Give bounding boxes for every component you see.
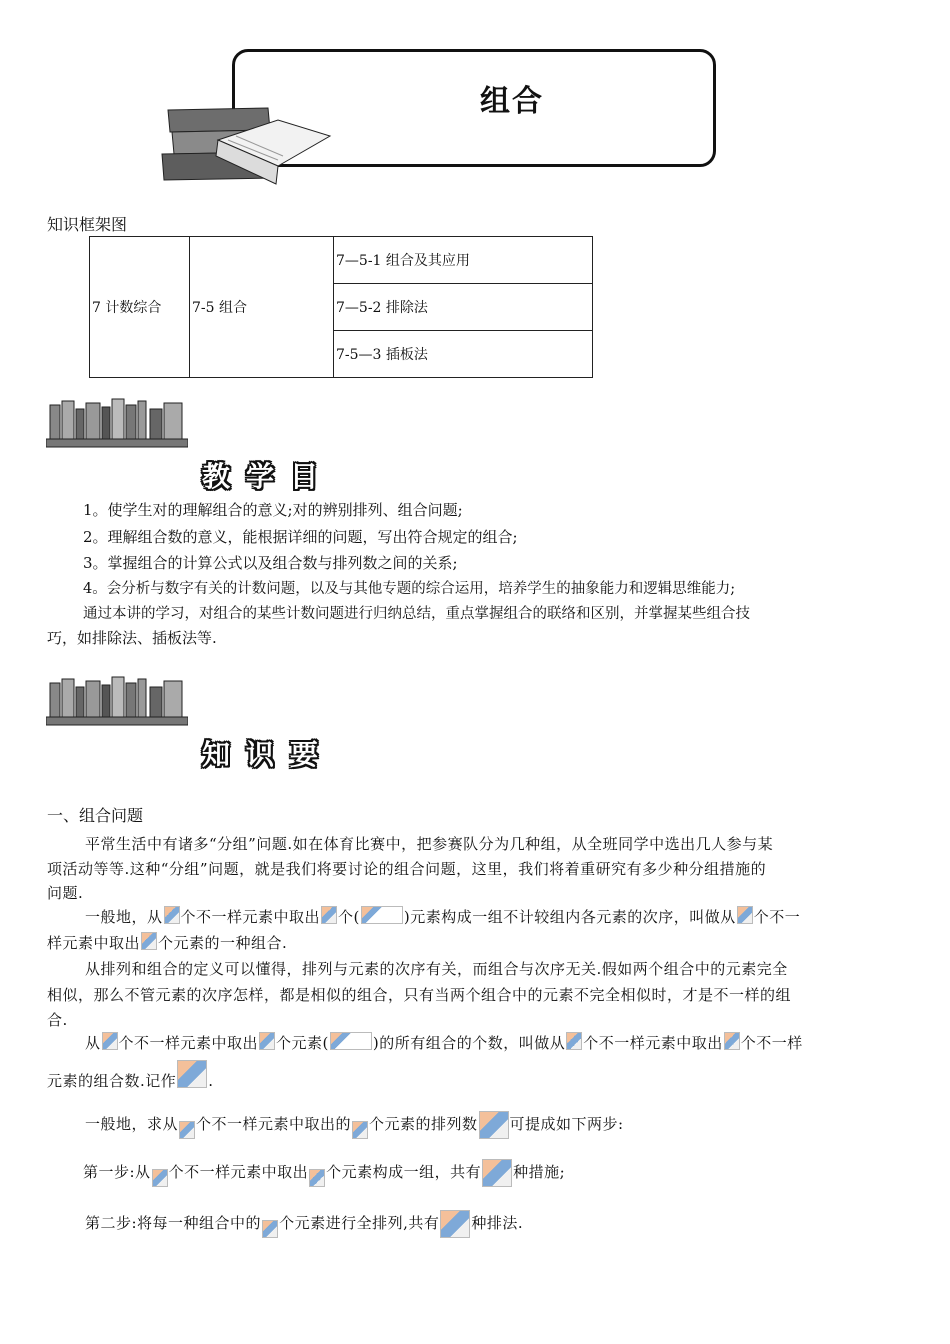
books-illustration [158, 100, 338, 190]
framework-row-1: 7—5-1 组合及其应用 [334, 237, 593, 284]
paragraph-1-line2: 项活动等等.这种“分组”问题，就是我们将要讨论的组合问题，这里，我们将着重研究有多少种分组措施的 [47, 860, 767, 878]
formula-image [440, 1210, 470, 1238]
formula-image [152, 1169, 168, 1187]
goal-summary-line2: 巧，如排除法、插板法等. [47, 629, 217, 647]
framework-label: 知识框架图 [47, 215, 128, 234]
formula-image [259, 1032, 275, 1050]
paragraph-4-line1: 从 个不一样元素中取出 个元素( )的所有组合的个数，叫做从 个不一样元素中取出 个不一样 [85, 1034, 803, 1052]
bookshelf-icon [46, 395, 188, 449]
formula-image [566, 1032, 582, 1050]
goal-summary-line1: 通过本讲的学习，对组合的某些计数问题进行归纳总结，重点掌握组合的联络和区别，并掌握某些组合技 [83, 606, 750, 622]
framework-col1: 7 计数综合 [90, 237, 190, 378]
paragraph-3-line3: 合. [47, 1011, 68, 1029]
formula-image [102, 1032, 118, 1050]
framework-row-3: 7-5—3 插板法 [334, 331, 593, 378]
formula-image [262, 1220, 278, 1238]
step-1: 第一步:从 个不一样元素中取出 个元素构成一组，共有 种措施; [83, 1159, 565, 1187]
page-title: 组合 [480, 84, 544, 119]
framework-col2: 7-5 组合 [190, 237, 334, 378]
paragraph-1-line1: 平常生活中有诸多“分组”问题.如在体育比赛中，把参赛队分为几种组，从全班同学中选出几人参与某 [85, 835, 774, 853]
formula-image [737, 906, 753, 924]
bookshelf-icon [46, 673, 188, 727]
formula-image [141, 932, 157, 950]
goals-heading: 教学目 [202, 460, 335, 493]
formula-image [321, 906, 337, 924]
formula-image [309, 1169, 325, 1187]
goal-item-2: 2。理解组合数的意义，能根据详细的问题，写出符合规定的组合; [83, 528, 518, 546]
framework-row-2: 7—5-2 排除法 [334, 284, 593, 331]
formula-image [177, 1060, 207, 1088]
formula-image [724, 1032, 740, 1050]
section-title: 一、组合问题 [47, 806, 144, 825]
formula-image [164, 906, 180, 924]
formula-image [361, 906, 403, 924]
goal-item-1: 1。使学生对的理解组合的意义;对的辨别排列、组合问题; [83, 501, 463, 519]
step-2: 第二步:将每一种组合中的 个元素进行全排列,共有 种排法. [85, 1210, 523, 1238]
paragraph-4-line2: 元素的组合数.记作 . [47, 1060, 214, 1093]
formula-image [482, 1159, 512, 1187]
knowledge-heading: 知识要 [202, 738, 335, 771]
goal-item-4: 4。会分析与数字有关的计数问题，以及与其他专题的综合运用，培养学生的抽象能力和逻辑思维能力; [83, 581, 736, 597]
paragraph-1-line3: 问题. [47, 884, 84, 902]
paragraph-2-line1: 一般地，从 个不一样元素中取出 个( )元素构成一组不计较组内各元素的次序，叫做从 个不一 [85, 908, 801, 926]
goal-item-3: 3。掌握组合的计算公式以及组合数与排列数之间的关系; [83, 554, 458, 572]
formula-image [330, 1032, 372, 1050]
formula-image [479, 1111, 509, 1139]
formula-image [179, 1121, 195, 1139]
paragraph-3-line1: 从排列和组合的定义可以懂得，排列与元素的次序有关，而组合与次序无关.假如两个组合中的元素完全 [85, 960, 788, 978]
paragraph-5: 一般地，求从 个不一样元素中取出的 个元素的排列数 可提成如下两步: [85, 1111, 624, 1139]
paragraph-3-line2: 相似，那么不管元素的次序怎样，都是相似的组合，只有当两个组合中的元素不完全相似时，才是不一样的组 [47, 986, 792, 1004]
paragraph-2-line2: 样元素中取出 个元素的一种组合. [47, 934, 288, 952]
formula-image [352, 1121, 368, 1139]
framework-table [89, 236, 593, 378]
